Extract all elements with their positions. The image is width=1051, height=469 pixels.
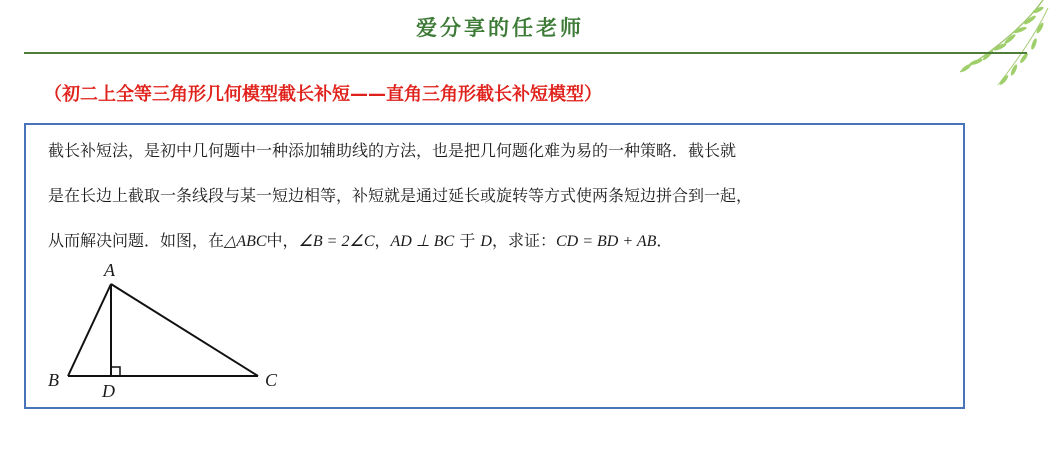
triangle-abc: △ABC [224,233,267,250]
header-divider [24,52,1027,54]
label-b: B [48,370,59,390]
paragraph-line-2: 是在长边上截取一条线段与某一短边相等，补短就是通过延长或旋转等方式使两条短边拼合到一起， [48,186,753,205]
perpendicular-condition: AD ⊥ BC [390,233,455,250]
triangle-figure [36,255,296,405]
label-d: D [102,381,115,401]
line3-yu: 于 [454,231,481,250]
paragraph-line-1: 截长补短法，是初中几何题中一种添加辅助线的方法，也是把几何题化难为易的一种策略．截长就 [48,141,737,160]
willow-branch-decoration [948,0,1051,90]
section-subtitle: （初二上全等三角形几何模型截长补短——直角三角形截长补短模型） [44,84,602,105]
label-c: C [265,370,278,390]
proof-goal: CD = BD + AB [556,233,657,250]
side-ac [111,284,258,376]
line3-separator: ， [374,231,391,250]
right-angle-mark [111,367,120,376]
page-title: 爱分享的任老师 [416,15,584,40]
foot-point: D [480,233,492,250]
prove-label: ，求证： [491,231,556,250]
paragraph-line-3 [48,228,672,251]
line3-end: ． [656,231,673,250]
side-ab [68,284,111,376]
line3-mid: 中， [266,231,299,250]
angle-condition: ∠B = 2∠C [298,233,375,250]
label-a: A [104,260,115,280]
line3-prefix: 从而解决问题．如图，在 [48,231,225,250]
